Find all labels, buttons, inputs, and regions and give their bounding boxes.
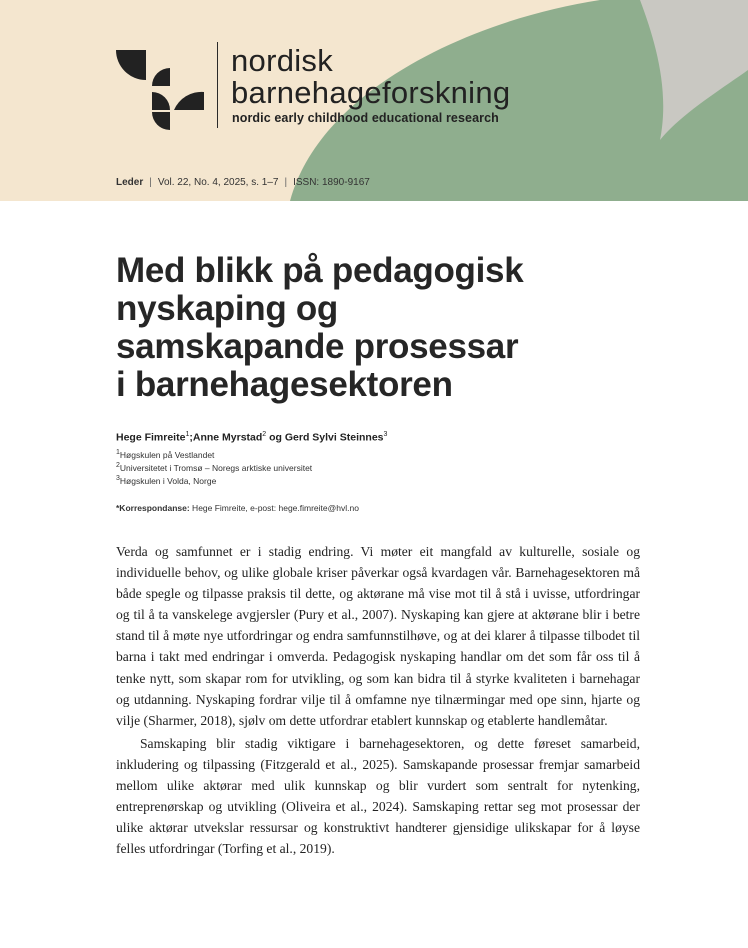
logo-divider: [217, 42, 218, 128]
affiliation-text: Høgskulen i Volda, Norge: [119, 475, 217, 486]
journal-name-line2: barnehageforskning: [231, 75, 511, 110]
author-separator: og: [266, 431, 285, 444]
journal-subtitle: nordic early childhood educational research: [232, 111, 499, 125]
issn: ISSN: 1890-9167: [293, 177, 370, 188]
correspondence-text: Hege Fimreite, e-post: hege.fimreite@hvl.no: [189, 503, 359, 513]
correspondence-label: *Korrespondanse:: [116, 503, 190, 513]
article-body: [116, 541, 640, 859]
affiliation-mark: 1: [116, 449, 120, 456]
author-name: Hege Fimreite: [116, 431, 186, 444]
affiliation-mark: 3: [116, 475, 120, 482]
affiliation-text: Høgskulen på Vestlandet: [119, 449, 215, 460]
body-paragraph: Verda og samfunnet er i stadig endring. Vi møter eit mangfald av kulturelle, sosiale og individuelle behov, og ulike globale kriser påverkar også kvardagen vår. Barnehagesektoren må både spegle og tilpasse praksis til dette, og aktørane må vise mot til å stå i uvisse, utfordringar og til å ta vanskelege avgjersler (Pury et al., 2007). Nyskaping kan gjere at aktørane blir i betre stand til å møte nye utfordringar og endra samfunnstilhøve, og at dei klarer å tilpasse tilbodet til barna i takt med endringar i omverda. Pedagogisk nyskaping handlar om det som får oss til å tenke nytt, som skapar rom for utvikling, og som kan bidra til å styrke kvaliteten i barnehagar og utdanning. Nyskaping fordrar vilje til å omfamne nye tilnærmingar med ope sinn, hjarte og vilje (Sharmer, 2018), sjølv om dette utfordrar etablert kunnskap og etablerte handlemåtar.: [116, 544, 640, 728]
title-line: samskapande prosessar: [116, 327, 519, 366]
affiliation: [116, 449, 214, 460]
correspondence: [116, 503, 359, 513]
author-affiliation-mark: 3: [383, 431, 388, 438]
body-paragraph: Samskaping blir stadig viktigare i barnehagesektoren, og dette føreset samarbeid, inkludering og tilpassing (Fitzgerald et al., 2025). Samskapande prosessar fremjar samarbeid mellom ulike aktørar med ulik kunnskap og blir vurdert som sentralt for nytenking, entreprenørskap og utvikling (Oliveira et al., 2024). Samskaping rettar seg mot prosessar der ulike aktørar utvekslar ressursar og konstruktivt handterer gjensidige ulikskapar for å løyse felles utfordringar (Torfing et al., 2019).: [116, 735, 640, 857]
affiliation-mark: 2: [116, 462, 120, 469]
journal-logo-icon: [112, 46, 212, 130]
author-affiliation-mark: 1: [185, 431, 190, 438]
author-list: [116, 431, 387, 444]
journal-name-line1: nordisk: [231, 43, 334, 78]
volume-info: Vol. 22, No. 4, 2025, s. 1–7: [157, 177, 279, 188]
author-separator: ;: [189, 431, 193, 444]
article-title: [116, 252, 636, 404]
article-meta: [116, 177, 370, 188]
author-name: Gerd Sylvi Steinnes: [284, 431, 384, 444]
meta-separator: |: [149, 177, 152, 188]
author-name: Anne Myrstad: [192, 431, 263, 444]
title-line: i barnehagesektoren: [116, 365, 453, 404]
title-line: Med blikk på pedagogisk: [116, 251, 524, 290]
journal-header: [0, 0, 748, 201]
meta-separator: |: [284, 177, 288, 188]
affiliation: [116, 462, 312, 473]
affiliation: [116, 475, 216, 486]
affiliation-text: Universitetet i Tromsø – Noregs arktiske universitet: [119, 462, 313, 473]
author-affiliation-mark: 2: [262, 431, 267, 438]
article-type: Leder: [116, 177, 144, 188]
title-line: nyskaping og: [116, 289, 338, 328]
